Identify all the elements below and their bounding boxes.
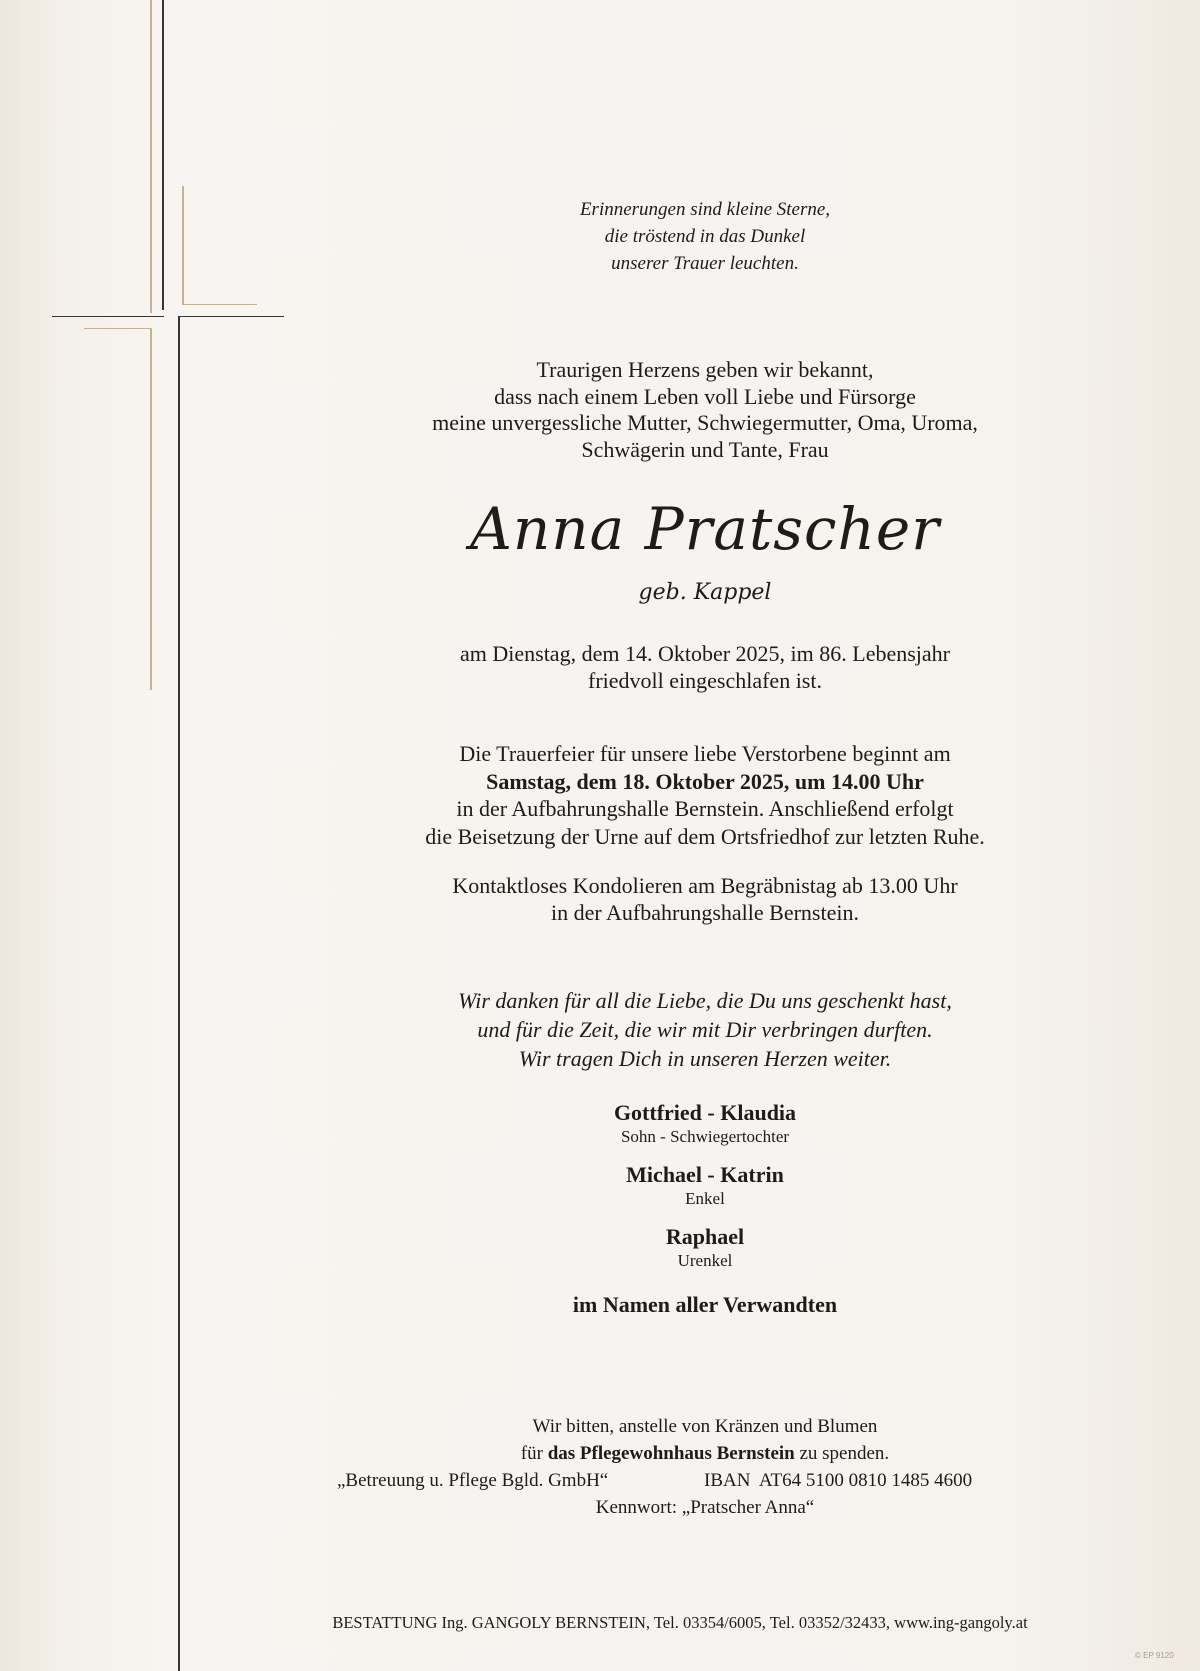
thanks-line: und für die Zeit, die wir mit Dir verbringen durften. [477,1017,933,1042]
announcement-line: Schwägerin und Tante, Frau [581,436,829,462]
announcement-line: meine unvergessliche Mutter, Schwiegermutter, Oma, Uroma, [432,410,978,435]
mourner-names: Gottfried - Klaudia [613,1100,797,1125]
quote-line: Erinnerungen sind kleine Sterne, [579,199,831,220]
donation-recipient-name: das Pflegewohnhaus Bernstein [547,1443,795,1464]
death-info [240,640,1170,694]
announcement-line: Traurigen Herzens geben wir bekannt, [536,357,874,382]
on-behalf: im Namen aller Verwandten [572,1292,838,1317]
thanks [240,986,1170,1073]
quote-line: die tröstend in das Dunkel [604,226,806,247]
donation-keyword: Kennwort: „Pratscher Anna“ [595,1497,815,1518]
quote [240,196,1170,277]
mourner-relation: Urenkel [677,1251,733,1270]
maiden-name: geb. Kappel [638,580,772,605]
donation-request: Wir bitten, anstelle von Kränzen und Blumen [532,1416,878,1437]
print-code: © EP 9120 [1135,1651,1174,1660]
condolence [240,872,1170,926]
iban: IBAN AT64 5100 0810 1485 4600 [704,1470,973,1491]
condolence-line: Kontaktloses Kondolieren am Begräbnistag ab 13.00 Uhr [452,873,958,898]
mourner-names: Michael - Katrin [626,1162,784,1187]
donation-suffix: zu spenden. [794,1443,890,1464]
announcement [240,357,1170,463]
mourner-relation: Sohn - Schwiegertochter [620,1127,790,1146]
death-info-line: friedvoll eingeschlafen ist. [588,668,822,693]
death-info-line: am Dienstag, dem 14. Oktober 2025, im 86. Lebensjahr [459,641,950,666]
ceremony-date-time: Samstag, dem 18. Oktober 2025, um 14.00 Uhr [486,768,924,794]
donation-recipient [240,1441,1170,1467]
thanks-line: Wir danken für all die Liebe, die Du uns geschenkt hast, [458,988,952,1013]
footer-funeral-home: BESTATTUNG Ing. GANGOLY BERNSTEIN, Tel. 03354/6005, Tel. 03352/32433, www.ing-gangoly.at [332,1613,1028,1632]
announcement-line: dass nach einem Leben voll Liebe und Fürsorge [494,383,916,409]
donation-prefix: für [520,1443,548,1464]
quote-line: unserer Trauer leuchten. [611,253,799,274]
ceremony [240,740,1170,850]
deceased-name: Anna Pratscher [470,495,940,563]
mourner-names: Raphael [665,1224,745,1249]
ceremony-intro: Die Trauerfeier für unsere liebe Verstorbene beginnt am [459,741,951,766]
thanks-line: Wir tragen Dich in unseren Herzen weiter. [518,1046,892,1071]
account-holder: „Betreuung u. Pflege Bgld. GmbH“ [337,1470,609,1491]
ceremony-location: in der Aufbahrungshalle Bernstein. Anschließend erfolgt [456,796,954,821]
condolence-line: in der Aufbahrungshalle Bernstein. [551,900,859,925]
ceremony-location: die Beisetzung der Urne auf dem Ortsfriedhof zur letzten Ruhe. [425,823,985,849]
mourner-relation: Enkel [685,1189,725,1208]
